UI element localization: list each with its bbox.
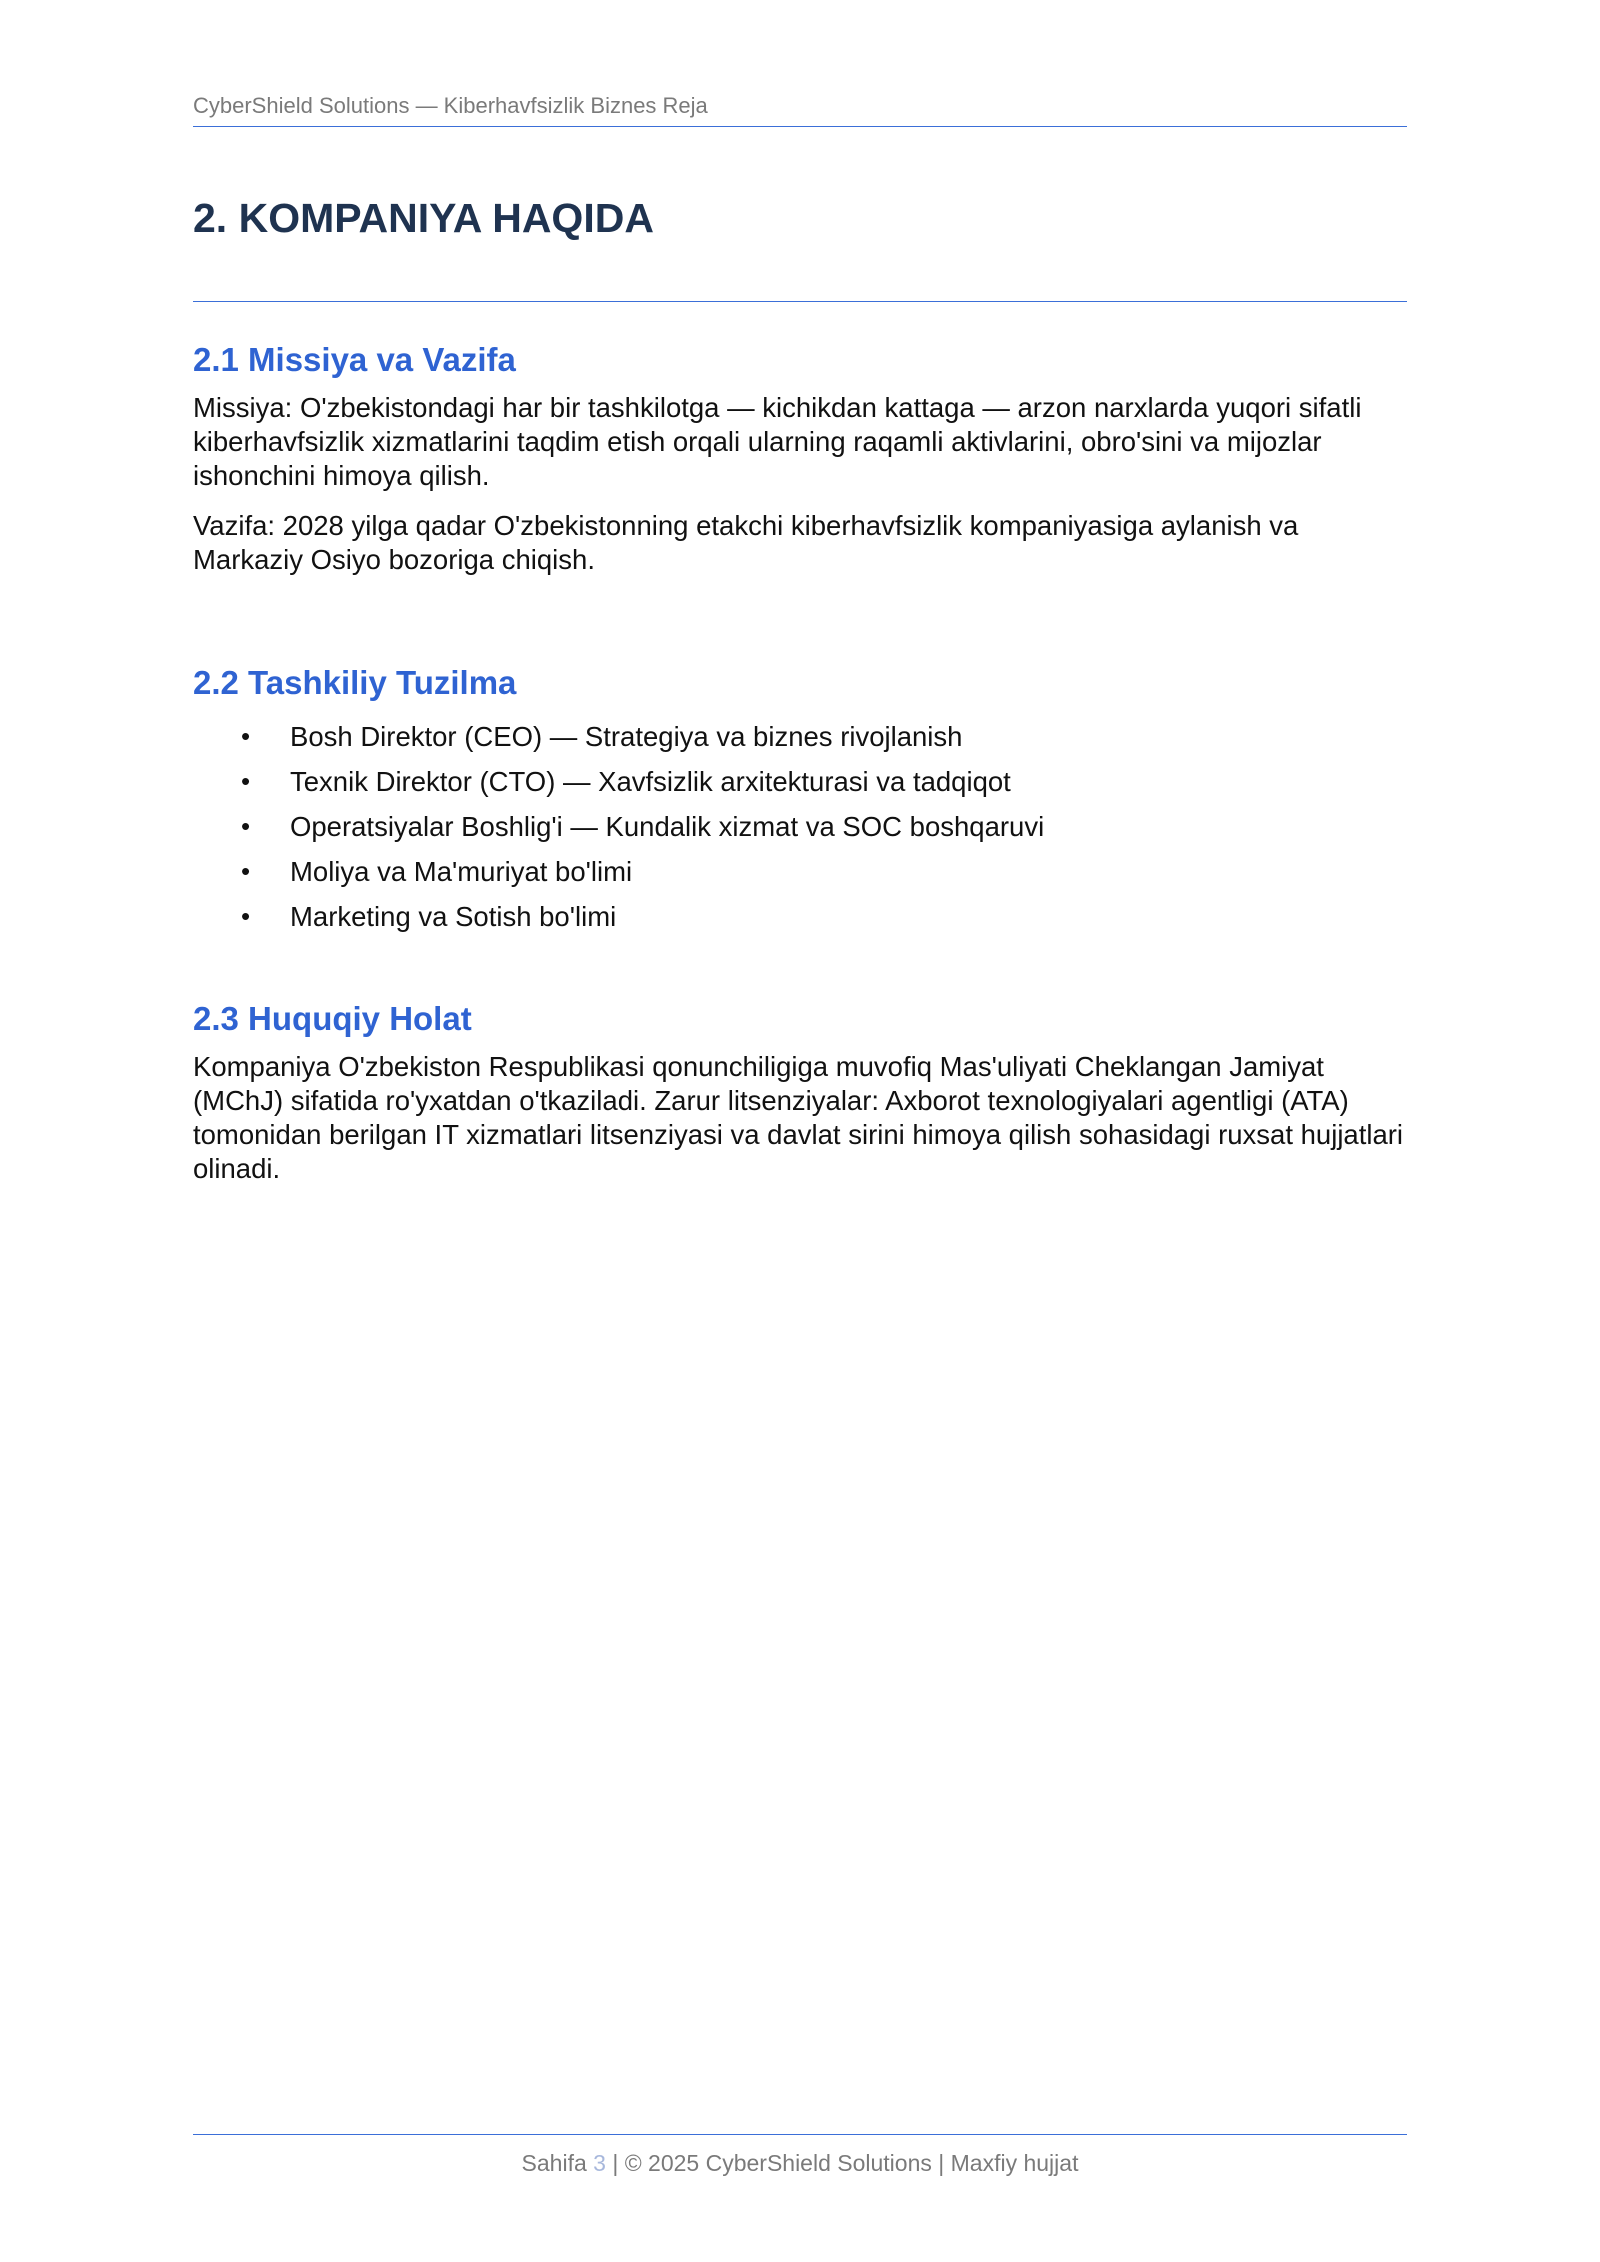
section-heading-legal: 2.3 Huquqiy Holat bbox=[193, 1000, 472, 1037]
footer-page-label: Sahifa bbox=[521, 2150, 587, 2176]
list-item-text: Texnik Direktor (CTO) — Xavfsizlik arxitekturasi va tadqiqot bbox=[290, 766, 1011, 797]
list-item bbox=[193, 714, 1407, 759]
section-mission bbox=[193, 340, 1407, 577]
list-item bbox=[193, 894, 1407, 939]
structure-list bbox=[193, 714, 1407, 939]
bullet-icon: • bbox=[241, 811, 251, 841]
section-heading-mission: 2.1 Missiya va Vazifa bbox=[193, 341, 516, 378]
section-legal bbox=[193, 999, 1407, 1186]
bullet-icon: • bbox=[241, 721, 251, 751]
list-item-text: Operatsiyalar Boshlig'i — Kundalik xizmat va SOC boshqaruvi bbox=[290, 811, 1045, 842]
list-item bbox=[193, 804, 1407, 849]
section-structure bbox=[193, 663, 1407, 939]
bullet-icon: • bbox=[241, 856, 251, 886]
page-header bbox=[193, 94, 1407, 127]
bullet-icon: • bbox=[241, 766, 251, 796]
list-item-text: Moliya va Ma'muriyat bo'limi bbox=[290, 856, 633, 887]
bullet-icon: • bbox=[241, 901, 251, 931]
section-heading-structure: 2.2 Tashkiliy Tuzilma bbox=[193, 664, 517, 701]
page-footer bbox=[193, 2134, 1407, 2177]
footer-page-number: 3 bbox=[593, 2150, 606, 2176]
running-title: CyberShield Solutions — Kiberhavfsizlik Biznes Reja bbox=[193, 93, 708, 118]
legal-paragraph: Kompaniya O'zbekiston Respublikasi qonunchiligiga muvofiq Mas'uliyati Cheklangan Jamiyat (MChJ) sifatida ro'yxatdan o'tkaziladi. Zarur litsenziyalar: Axborot texnologiyalari agentligi (ATA) tomonidan berilgan IT xizmatlari litsenziyasi va davlat sirini himoya qilish sohasidagi ruxsat hujjatlari olinadi. bbox=[193, 1051, 1404, 1184]
list-item-text: Bosh Direktor (CEO) — Strategiya va biznes rivojlanish bbox=[290, 721, 963, 752]
list-item-text: Marketing va Sotish bo'limi bbox=[290, 901, 617, 932]
mission-paragraph: Missiya: O'zbekistondagi har bir tashkilotga — kichikdan kattaga — arzon narxlarda yuqori sifatli kiberhavfsizlik xizmatlarini taqdim etish orqali ularning raqamli aktivlarini, obro'sini va mijozlar ishonchini himoya qilish. bbox=[193, 392, 1362, 491]
list-item bbox=[193, 849, 1407, 894]
page-content bbox=[193, 340, 1407, 1186]
footer-copyright: | © 2025 CyberShield Solutions | Maxfiy hujjat bbox=[612, 2150, 1079, 2176]
list-item bbox=[193, 759, 1407, 804]
chapter-title: 2. KOMPANIYA HAQIDA bbox=[193, 195, 654, 241]
vision-paragraph: Vazifa: 2028 yilga qadar O'zbekistonning etakchi kiberhavfsizlik kompaniyasiga aylanish va Markaziy Osiyo bozoriga chiqish. bbox=[193, 510, 1299, 575]
chapter-divider bbox=[193, 301, 1407, 302]
